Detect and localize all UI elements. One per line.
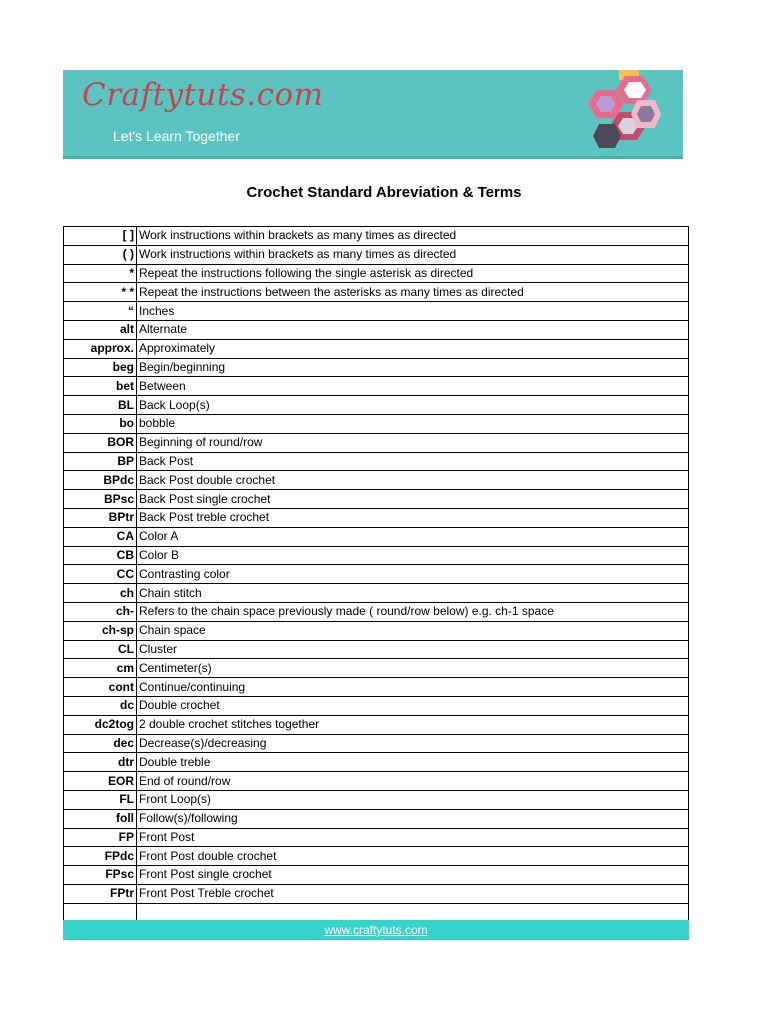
abbreviation-cell: dc (64, 696, 137, 715)
definition-cell: Follow(s)/following (137, 809, 689, 828)
abbreviation-cell: [ ] (64, 227, 137, 246)
table-row (64, 452, 689, 471)
abbreviation-cell: approx. (64, 339, 137, 358)
table-row (64, 602, 689, 621)
abbreviation-cell: dtr (64, 753, 137, 772)
table-row (64, 584, 689, 603)
definition-cell: Back Post single crochet (137, 490, 689, 509)
definition-cell: Work instructions within brackets as many times as directed (137, 245, 689, 264)
definition-cell: Front Loop(s) (137, 790, 689, 809)
table-row (64, 753, 689, 772)
table-row (64, 377, 689, 396)
table-row (64, 884, 689, 903)
abbreviation-cell: CA (64, 527, 137, 546)
table-row (64, 565, 689, 584)
abbreviation-cell: BOR (64, 433, 137, 452)
definition-cell: Beginning of round/row (137, 433, 689, 452)
definition-cell: Front Post (137, 828, 689, 847)
table-row (64, 302, 689, 321)
definition-cell: Back Post (137, 452, 689, 471)
definition-cell: 2 double crochet stitches together (137, 715, 689, 734)
abbreviation-cell: FL (64, 790, 137, 809)
abbreviation-cell: cont (64, 678, 137, 697)
definition-cell: Chain space (137, 621, 689, 640)
abbreviation-cell: ch (64, 584, 137, 603)
definition-cell: Back Post treble crochet (137, 508, 689, 527)
table-row (64, 809, 689, 828)
definition-cell: Centimeter(s) (137, 659, 689, 678)
definition-cell: Refers to the chain space previously made ( round/row below) e.g. ch-1 space (137, 602, 689, 621)
table-row (64, 414, 689, 433)
table-row (64, 847, 689, 866)
definition-cell: Front Post Treble crochet (137, 884, 689, 903)
definition-cell: bobble (137, 414, 689, 433)
abbreviation-cell: cm (64, 659, 137, 678)
table-row (64, 678, 689, 697)
definition-cell: Back Post double crochet (137, 471, 689, 490)
abbreviation-cell: * (64, 264, 137, 283)
footer-website-link[interactable]: www.craftytuts.com (324, 923, 428, 937)
definition-cell: Double treble (137, 753, 689, 772)
abbreviation-cell: bo (64, 414, 137, 433)
table-row (64, 227, 689, 246)
table-row (64, 433, 689, 452)
abbreviation-cell: FPsc (64, 866, 137, 885)
table-row (64, 546, 689, 565)
table-row (64, 283, 689, 302)
table-row (64, 396, 689, 415)
table-row (64, 621, 689, 640)
abbreviation-cell: FPtr (64, 884, 137, 903)
abbreviation-cell: CB (64, 546, 137, 565)
table-row (64, 339, 689, 358)
tagline: Let's Learn Together (113, 128, 240, 144)
table-row (64, 508, 689, 527)
abbreviations-table (63, 226, 689, 922)
table-row (64, 490, 689, 509)
table-row (64, 245, 689, 264)
abbreviation-cell: BPtr (64, 508, 137, 527)
abbreviation-cell: FPdc (64, 847, 137, 866)
table-row (64, 358, 689, 377)
definition-cell: Repeat the instructions following the single asterisk as directed (137, 264, 689, 283)
definition-cell: Double crochet (137, 696, 689, 715)
definition-cell: Decrease(s)/decreasing (137, 734, 689, 753)
abbreviation-cell: BL (64, 396, 137, 415)
definition-cell: Work instructions within brackets as many times as directed (137, 227, 689, 246)
header-banner (63, 70, 683, 159)
abbreviation-cell: CL (64, 640, 137, 659)
table-row (64, 527, 689, 546)
abbreviation-cell: dc2tog (64, 715, 137, 734)
definition-cell: Approximately (137, 339, 689, 358)
table-row (64, 640, 689, 659)
abbreviation-cell: CC (64, 565, 137, 584)
abbreviation-cell: * * (64, 283, 137, 302)
definition-cell: Between (137, 377, 689, 396)
abbreviation-cell: EOR (64, 772, 137, 791)
definition-cell: Contrasting color (137, 565, 689, 584)
table-row (64, 264, 689, 283)
definition-cell: Inches (137, 302, 689, 321)
abbreviation-cell: foll (64, 809, 137, 828)
abbreviation-cell: BP (64, 452, 137, 471)
table-row (64, 866, 689, 885)
abbreviation-cell: “ (64, 302, 137, 321)
definition-cell: Color A (137, 527, 689, 546)
table-row (64, 828, 689, 847)
abbreviation-cell: ch-sp (64, 621, 137, 640)
definition-cell: Cluster (137, 640, 689, 659)
site-logo: Craftytuts.com (82, 77, 324, 113)
abbreviation-cell: alt (64, 320, 137, 339)
definition-cell: Back Loop(s) (137, 396, 689, 415)
definition-cell: Begin/beginning (137, 358, 689, 377)
table-row (64, 696, 689, 715)
abbreviation-cell: ch- (64, 602, 137, 621)
table-row (64, 471, 689, 490)
table-row (64, 772, 689, 791)
definition-cell: End of round/row (137, 772, 689, 791)
crochet-hexagons-image (585, 70, 661, 156)
table-row (64, 734, 689, 753)
abbreviation-cell: ( ) (64, 245, 137, 264)
abbreviation-cell: BPdc (64, 471, 137, 490)
abbreviation-cell: beg (64, 358, 137, 377)
table-row (64, 659, 689, 678)
definition-cell: Alternate (137, 320, 689, 339)
abbreviation-cell: FP (64, 828, 137, 847)
definition-cell: Front Post single crochet (137, 866, 689, 885)
abbreviation-cell: BPsc (64, 490, 137, 509)
table-row (64, 715, 689, 734)
definition-cell: Continue/continuing (137, 678, 689, 697)
abbreviation-cell: bet (64, 377, 137, 396)
footer-bar (63, 920, 689, 940)
table-row (64, 790, 689, 809)
definition-cell: Repeat the instructions between the asterisks as many times as directed (137, 283, 689, 302)
definition-cell: Color B (137, 546, 689, 565)
table-row (64, 320, 689, 339)
page-title: Crochet Standard Abreviation & Terms (246, 184, 522, 201)
definition-cell: Chain stitch (137, 584, 689, 603)
definition-cell: Front Post double crochet (137, 847, 689, 866)
abbreviation-cell: dec (64, 734, 137, 753)
